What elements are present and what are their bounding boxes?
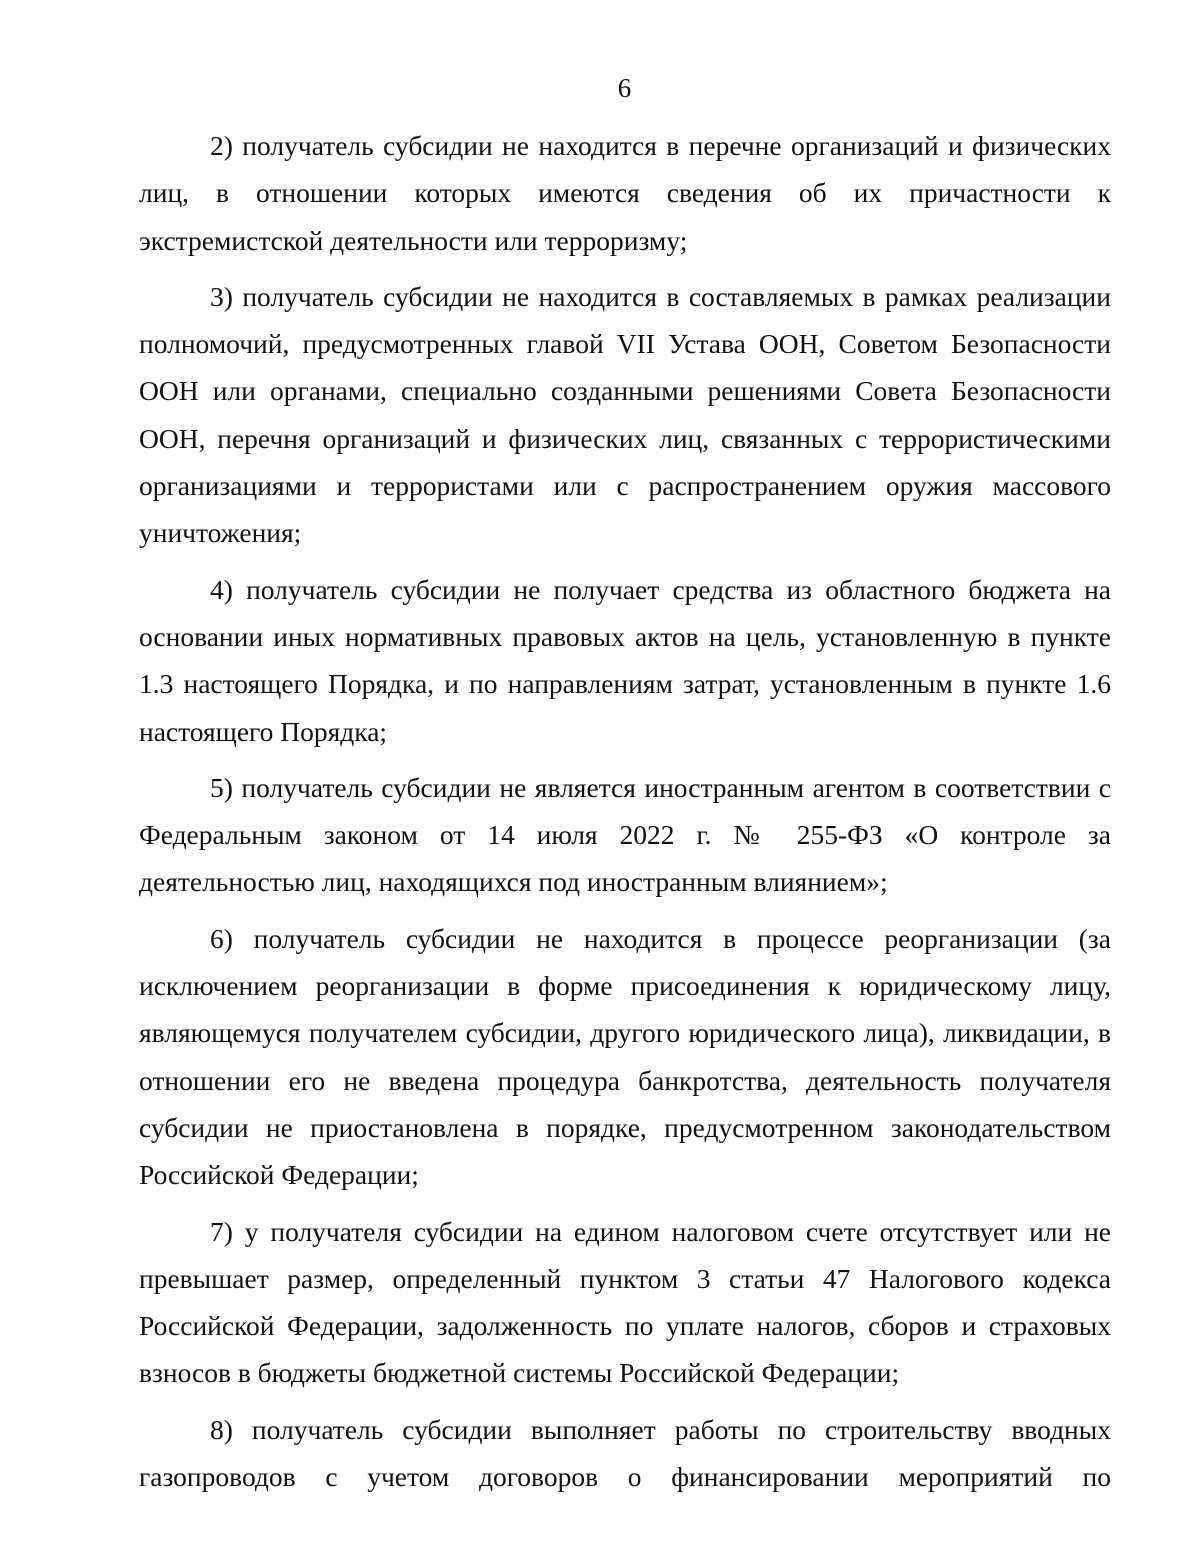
paragraph-item-6: 6) получатель субсидии не находится в процессе реорганизации (за исключением реорганизации в форме присоединения к юридическому лицу, являющемуся получателем субсидии, другого юридического лица), ликвидации, в отношении его не введена процедура банкротства, деятельность получателя субсидии не приостановлена в порядке, предусмотренном законодательством Российской Федерации; (139, 922, 1111, 1191)
paragraph-item-4: 4) получатель субсидии не получает средства из областного бюджета на основании иных нормативных правовых актов на цель, установленную в пункте 1.3 настоящего Порядка, и по направлениям затрат, установленным в пункте 1.6 настоящего Порядка; (139, 573, 1111, 747)
document-body (139, 122, 1111, 1500)
paragraph-item-2: 2) получатель субсидии не находится в перечне организаций и физических лиц, в отношении которых имеются сведения об их причастности к экстремистской деятельности или терроризму; (139, 130, 1111, 256)
paragraph-item-8: 8) получатель субсидии выполняет работы по строительству вводных газопроводов с учетом договоров о финансировании мероприятий по (139, 1413, 1111, 1493)
paragraph-item-7: 7) у получателя субсидии на едином налоговом счете отсутствует или не превышает размер, определенный пунктом 3 статьи 47 Налогового кодекса Российской Федерации, задолженность по уплате налогов, сборов и страховых взносов в бюджеты бюджетной системы Российской Федерации; (139, 1215, 1111, 1389)
paragraph-item-5: 5) получатель субсидии не является иностранным агентом в соответствии с Федеральным законом от 14 июля 2022 г. № 255-ФЗ «О контроле за деятельностью лиц, находящихся под иностранным влиянием»; (139, 771, 1111, 898)
page-number: 6 (617, 73, 632, 103)
paragraph-item-3: 3) получатель субсидии не находится в составляемых в рамках реализации полномочий, предусмотренных главой VII Устава ООН, Советом Безопасности ООН или органами, специально созданными решениями Совета Безопасности ООН, перечня организаций и физических лиц, связанных с террористическими организациями и террористами или с распространением оружия массового уничтожения; (139, 280, 1111, 549)
